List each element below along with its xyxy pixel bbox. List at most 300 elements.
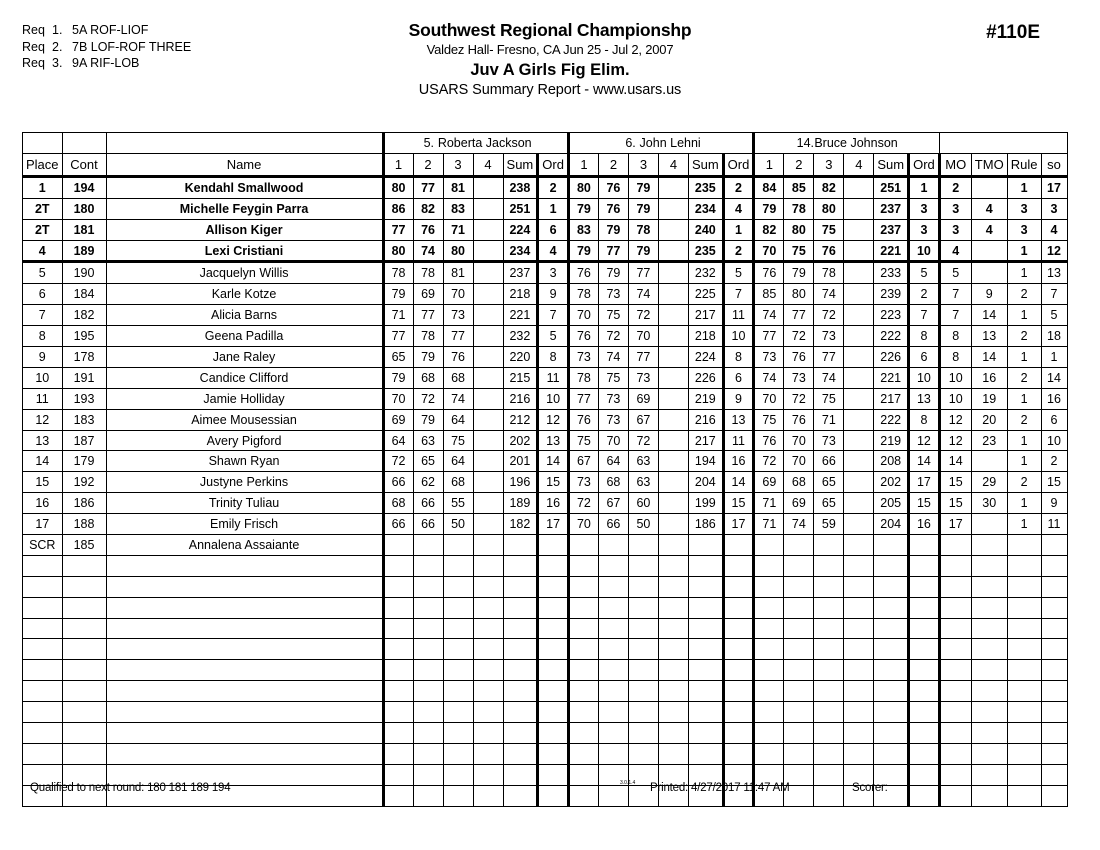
cell-j1-ord: 17 [538, 514, 569, 535]
cell-name [106, 639, 383, 660]
cell-j2-fig2: 67 [598, 493, 628, 514]
cell-place: 13 [23, 430, 63, 451]
cell-j1-fig3: 68 [443, 367, 473, 388]
requirement-text: 7B LOF-ROF THREE [72, 39, 192, 54]
cell-mo: 7 [939, 284, 971, 305]
judge-header-1 [383, 133, 568, 154]
cell-j2-sum: 199 [688, 493, 723, 514]
cell-j3-fig4 [844, 347, 874, 368]
table-row[interactable] [23, 219, 1068, 240]
cell-blank [909, 576, 940, 597]
cell-blank [814, 681, 844, 702]
cell-blank [443, 764, 473, 785]
cell-blank [754, 576, 784, 597]
cell-j1-ord: 6 [538, 219, 569, 240]
cell-j2-fig2: 64 [598, 451, 628, 472]
cell-blank [598, 681, 628, 702]
col-header-j1-fig2: 2 [413, 153, 443, 176]
cell-blank [628, 723, 658, 744]
cell-j3-fig2: 68 [784, 472, 814, 493]
cell-j3-sum: 208 [874, 451, 909, 472]
cell-j3-fig1: 85 [754, 284, 784, 305]
venue-dates: Valdez Hall- Fresno, CA Jun 25 - Jul 2, 2007 [426, 42, 674, 57]
cell-blank [538, 785, 569, 806]
requirement-number: 1. [52, 23, 63, 37]
table-row[interactable] [23, 367, 1068, 388]
cell-cont: 183 [62, 409, 106, 430]
empty-table-row[interactable] [23, 681, 1068, 702]
cell-blank [784, 660, 814, 681]
cell-blank [598, 702, 628, 723]
empty-table-row[interactable] [23, 618, 1068, 639]
cell-blank [754, 743, 784, 764]
cell-blank [473, 702, 503, 723]
cell-blank [874, 681, 909, 702]
cell-blank [473, 660, 503, 681]
cell-tmo [971, 785, 1007, 806]
cell-blank [909, 618, 940, 639]
cell-j3-fig3: 65 [814, 472, 844, 493]
cell-j2-ord: 1 [723, 219, 754, 240]
cell-j1-sum: 212 [503, 409, 538, 430]
cell-mo: 12 [939, 430, 971, 451]
col-header-j3-fig4: 4 [844, 153, 874, 176]
empty-table-row[interactable] [23, 743, 1068, 764]
col-header-tmo: TMO [971, 153, 1007, 176]
cell-blank [688, 681, 723, 702]
judge-name: Bruce Johnson [814, 135, 898, 150]
cell-j1-fig3: 81 [443, 176, 473, 198]
cell-j2-fig4 [658, 451, 688, 472]
cell-blank [538, 723, 569, 744]
cell-blank [688, 660, 723, 681]
cell-j2-fig3: 69 [628, 388, 658, 409]
cell-j2-fig1: 78 [568, 284, 598, 305]
cell-blank [874, 702, 909, 723]
cell-blank [443, 660, 473, 681]
table-row[interactable] [23, 430, 1068, 451]
cell-tmo: 20 [971, 409, 1007, 430]
cell-j1-fig3: 71 [443, 219, 473, 240]
cell-blank [688, 555, 723, 576]
cell-tmo [971, 618, 1007, 639]
cell-j3-fig1: 79 [754, 198, 784, 219]
table-row[interactable] [23, 176, 1068, 198]
cell-blank [814, 555, 844, 576]
cell-mo [939, 555, 971, 576]
cell-so: 5 [1041, 305, 1067, 326]
cell-blank [598, 785, 628, 806]
cell-j2-fig4 [658, 240, 688, 262]
cell-j3-fig3: 71 [814, 409, 844, 430]
cell-blank [503, 639, 538, 660]
cell-blank [383, 743, 413, 764]
cell-j2-fig3: 72 [628, 430, 658, 451]
cell-j2-ord: 11 [723, 305, 754, 326]
cell-blank [503, 660, 538, 681]
cell-j1-fig1: 80 [383, 176, 413, 198]
col-header-rule: Rule [1007, 153, 1041, 176]
cell-place: 2T [23, 198, 63, 219]
cell-name: Allison Kiger [106, 219, 383, 240]
cell-place [23, 681, 63, 702]
cell-mo [939, 723, 971, 744]
cell-name [106, 597, 383, 618]
cell-j2-ord: 2 [723, 240, 754, 262]
cell-tmo: 14 [971, 347, 1007, 368]
cell-place [23, 597, 63, 618]
col-header-place: Place [23, 153, 63, 176]
cell-j3-fig1: 77 [754, 326, 784, 347]
cell-cont [62, 555, 106, 576]
cell-blank [844, 639, 874, 660]
cell-name: Michelle Feygin Parra [106, 198, 383, 219]
cell-j2-ord: 14 [723, 472, 754, 493]
col-header-j2-fig3: 3 [628, 153, 658, 176]
cell-blank [754, 681, 784, 702]
cell-blank [814, 702, 844, 723]
cell-j3-fig4 [844, 305, 874, 326]
cell-j2-sum: 204 [688, 472, 723, 493]
cell-mo: 4 [939, 240, 971, 262]
cell-so: 6 [1041, 409, 1067, 430]
cell-place [23, 702, 63, 723]
table-row[interactable] [23, 388, 1068, 409]
scorer-label: Scorer: [852, 782, 888, 794]
cell-j2-fig4 [658, 176, 688, 198]
cell-place: 9 [23, 347, 63, 368]
cell-j3-fig1: 76 [754, 262, 784, 284]
cell-name: Jane Raley [106, 347, 383, 368]
cell-cont: 189 [62, 240, 106, 262]
cell-blank [538, 597, 569, 618]
cell-so: 1 [1041, 347, 1067, 368]
cell-j1-fig1: 72 [383, 451, 413, 472]
cell-j2-ord: 2 [723, 176, 754, 198]
cell-j3-fig2: 74 [784, 514, 814, 535]
cell-j3-ord [909, 535, 940, 556]
cell-blank [413, 785, 443, 806]
table-row[interactable] [23, 198, 1068, 219]
cell-j1-ord: 16 [538, 493, 569, 514]
cell-rule [1007, 785, 1041, 806]
cell-j2-fig4 [658, 326, 688, 347]
cell-j3-fig2: 77 [784, 305, 814, 326]
cell-blank [473, 681, 503, 702]
cell-blank [383, 723, 413, 744]
cell-j2-ord: 16 [723, 451, 754, 472]
cell-rule: 1 [1007, 514, 1041, 535]
empty-table-row[interactable] [23, 639, 1068, 660]
cell-j1-sum: 234 [503, 240, 538, 262]
cell-j2-fig3: 79 [628, 198, 658, 219]
cell-j3-fig2: 75 [784, 240, 814, 262]
cell-j3-sum: 239 [874, 284, 909, 305]
cell-j1-fig2 [413, 535, 443, 556]
cell-j2-fig3: 70 [628, 326, 658, 347]
cell-tmo [971, 639, 1007, 660]
col-header-j3-fig3: 3 [814, 153, 844, 176]
cell-blank [568, 681, 598, 702]
cell-j1-fig1: 66 [383, 514, 413, 535]
cell-j3-fig4 [844, 535, 874, 556]
cell-j3-sum: 205 [874, 493, 909, 514]
cell-so: 13 [1041, 262, 1067, 284]
cell-tmo [971, 262, 1007, 284]
cell-mo: 14 [939, 451, 971, 472]
cell-j1-fig1: 86 [383, 198, 413, 219]
cell-mo [939, 535, 971, 556]
cell-j3-fig3: 72 [814, 305, 844, 326]
table-row[interactable] [23, 326, 1068, 347]
cell-mo [939, 681, 971, 702]
cell-blank [598, 743, 628, 764]
cell-j1-fig2: 79 [413, 409, 443, 430]
cell-j1-fig1: 68 [383, 493, 413, 514]
cell-j2-fig2: 72 [598, 326, 628, 347]
col-header-j1-sum: Sum [503, 153, 538, 176]
cell-blank [874, 660, 909, 681]
cell-cont [62, 597, 106, 618]
empty-table-row[interactable] [23, 702, 1068, 723]
requirement-text: 5A ROF-LIOF [72, 23, 149, 37]
cell-j3-fig2: 80 [784, 219, 814, 240]
cell-cont: 192 [62, 472, 106, 493]
cell-blank [628, 618, 658, 639]
cell-blank [473, 618, 503, 639]
cell-so [1041, 660, 1067, 681]
table-row[interactable] [23, 409, 1068, 430]
cell-rule: 1 [1007, 493, 1041, 514]
cell-rule [1007, 660, 1041, 681]
cell-blank [658, 576, 688, 597]
results-table-wrap [22, 132, 1068, 807]
cell-j3-fig3: 73 [814, 430, 844, 451]
cell-j3-fig4 [844, 430, 874, 451]
cell-blank [909, 597, 940, 618]
cell-tmo [971, 176, 1007, 198]
empty-table-row[interactable] [23, 597, 1068, 618]
cell-blank [568, 639, 598, 660]
cell-rule [1007, 535, 1041, 556]
cell-cont: 178 [62, 347, 106, 368]
cell-blank [754, 660, 784, 681]
cell-j1-fig2: 79 [413, 347, 443, 368]
cell-mo: 17 [939, 514, 971, 535]
cell-blank [723, 618, 754, 639]
empty-table-row[interactable] [23, 576, 1068, 597]
cell-j2-fig4 [658, 535, 688, 556]
cell-cont: 181 [62, 219, 106, 240]
cell-tmo [971, 240, 1007, 262]
cell-j1-ord: 4 [538, 240, 569, 262]
cell-blank [784, 576, 814, 597]
cell-cont [62, 702, 106, 723]
cell-j1-fig3: 55 [443, 493, 473, 514]
cell-j1-sum: 182 [503, 514, 538, 535]
cell-j3-fig3: 59 [814, 514, 844, 535]
cell-name [106, 723, 383, 744]
cell-cont [62, 681, 106, 702]
cell-j1-sum: 196 [503, 472, 538, 493]
cell-j2-sum: 224 [688, 347, 723, 368]
cell-blank [723, 702, 754, 723]
cell-blank [383, 555, 413, 576]
cell-j3-ord: 7 [909, 305, 940, 326]
cell-blank [503, 764, 538, 785]
cell-place: 16 [23, 493, 63, 514]
cell-j3-fig4 [844, 493, 874, 514]
table-row[interactable] [23, 535, 1068, 556]
judge-number: 14. [796, 135, 815, 150]
cell-j3-sum: 217 [874, 388, 909, 409]
cell-j2-fig2: 77 [598, 240, 628, 262]
cell-j2-ord: 7 [723, 284, 754, 305]
cell-j3-fig4 [844, 514, 874, 535]
cell-blank [568, 723, 598, 744]
cell-j2-sum: 216 [688, 409, 723, 430]
cell-blank [844, 743, 874, 764]
cell-name: Jacquelyn Willis [106, 262, 383, 284]
cell-j2-sum: 235 [688, 240, 723, 262]
empty-table-row[interactable] [23, 660, 1068, 681]
table-row[interactable] [23, 347, 1068, 368]
table-row[interactable] [23, 451, 1068, 472]
cell-j2-fig1: 70 [568, 305, 598, 326]
cell-j2-fig4 [658, 430, 688, 451]
cell-so [1041, 702, 1067, 723]
cell-blank [598, 576, 628, 597]
cell-place: 14 [23, 451, 63, 472]
cell-blank [568, 743, 598, 764]
cell-blank [538, 618, 569, 639]
cell-rule: 2 [1007, 367, 1041, 388]
cell-blank [413, 764, 443, 785]
cell-j2-sum: 217 [688, 430, 723, 451]
cell-blank [503, 555, 538, 576]
col-header-j1-ord: Ord [538, 153, 569, 176]
report-subtitle: USARS Summary Report - www.usars.us [418, 82, 682, 98]
cell-j2-ord: 10 [723, 326, 754, 347]
cell-j1-ord: 2 [538, 176, 569, 198]
cell-blank [754, 555, 784, 576]
cell-place: 2T [23, 219, 63, 240]
cell-j3-ord: 2 [909, 284, 940, 305]
results-table [22, 132, 1068, 807]
cell-j1-fig4 [473, 472, 503, 493]
cell-cont: 187 [62, 430, 106, 451]
empty-table-row[interactable] [23, 555, 1068, 576]
table-row[interactable] [23, 284, 1068, 305]
cell-j1-ord: 15 [538, 472, 569, 493]
cell-blank [628, 660, 658, 681]
table-row[interactable] [23, 514, 1068, 535]
cell-blank [443, 576, 473, 597]
cell-blank [538, 681, 569, 702]
cell-rule: 1 [1007, 451, 1041, 472]
table-row[interactable] [23, 240, 1068, 262]
judge-header-row [23, 133, 1068, 154]
cell-place [23, 639, 63, 660]
cell-j3-sum: 202 [874, 472, 909, 493]
cell-blank [568, 576, 598, 597]
table-row[interactable] [23, 493, 1068, 514]
cell-j1-fig1: 79 [383, 284, 413, 305]
cell-j1-fig4 [473, 176, 503, 198]
table-row[interactable] [23, 472, 1068, 493]
cell-j3-fig2: 70 [784, 430, 814, 451]
cell-blank [413, 618, 443, 639]
cell-blank [658, 639, 688, 660]
cell-j2-fig2: 73 [598, 388, 628, 409]
cell-cont: 188 [62, 514, 106, 535]
cell-j2-fig1: 79 [568, 198, 598, 219]
cell-j1-ord: 7 [538, 305, 569, 326]
cell-j2-fig3: 73 [628, 367, 658, 388]
cell-j2-fig3: 74 [628, 284, 658, 305]
cell-rule [1007, 723, 1041, 744]
cell-place: 8 [23, 326, 63, 347]
cell-blank [723, 743, 754, 764]
cell-place: 1 [23, 176, 63, 198]
cell-rule [1007, 618, 1041, 639]
cell-rule: 1 [1007, 347, 1041, 368]
cell-blank [814, 764, 844, 785]
cell-j1-fig3: 64 [443, 451, 473, 472]
cell-blank [383, 639, 413, 660]
cell-j1-ord: 8 [538, 347, 569, 368]
cell-blank [723, 639, 754, 660]
cell-j3-ord: 8 [909, 326, 940, 347]
cell-blank [538, 555, 569, 576]
cell-j2-sum: 219 [688, 388, 723, 409]
cell-j3-fig4 [844, 240, 874, 262]
cell-j3-fig1 [754, 535, 784, 556]
cell-j1-sum: 220 [503, 347, 538, 368]
cell-j3-fig1: 74 [754, 305, 784, 326]
cell-name: Shawn Ryan [106, 451, 383, 472]
cell-tmo: 19 [971, 388, 1007, 409]
cell-j2-fig1: 76 [568, 326, 598, 347]
cell-tmo [971, 660, 1007, 681]
cell-blank [628, 555, 658, 576]
cell-j1-ord: 5 [538, 326, 569, 347]
cell-j3-ord: 3 [909, 219, 940, 240]
cell-j2-sum: 232 [688, 262, 723, 284]
judge-header-2 [568, 133, 753, 154]
empty-table-row[interactable] [23, 723, 1068, 744]
cell-j3-fig2: 78 [784, 198, 814, 219]
cell-blank [658, 681, 688, 702]
cell-name [106, 660, 383, 681]
cell-j3-ord: 14 [909, 451, 940, 472]
judge-name: John Lehni [639, 135, 701, 150]
cell-j2-fig4 [658, 347, 688, 368]
cell-j2-ord: 9 [723, 388, 754, 409]
cell-j2-fig1: 75 [568, 430, 598, 451]
cell-j1-fig4 [473, 535, 503, 556]
cell-j2-ord: 17 [723, 514, 754, 535]
table-row[interactable] [23, 262, 1068, 284]
cell-blank [598, 597, 628, 618]
cell-j1-fig2: 65 [413, 451, 443, 472]
table-row[interactable] [23, 305, 1068, 326]
cell-blank [688, 723, 723, 744]
cell-j1-fig1: 66 [383, 472, 413, 493]
cell-blank [473, 723, 503, 744]
cell-rule: 1 [1007, 240, 1041, 262]
cell-j2-fig1: 72 [568, 493, 598, 514]
